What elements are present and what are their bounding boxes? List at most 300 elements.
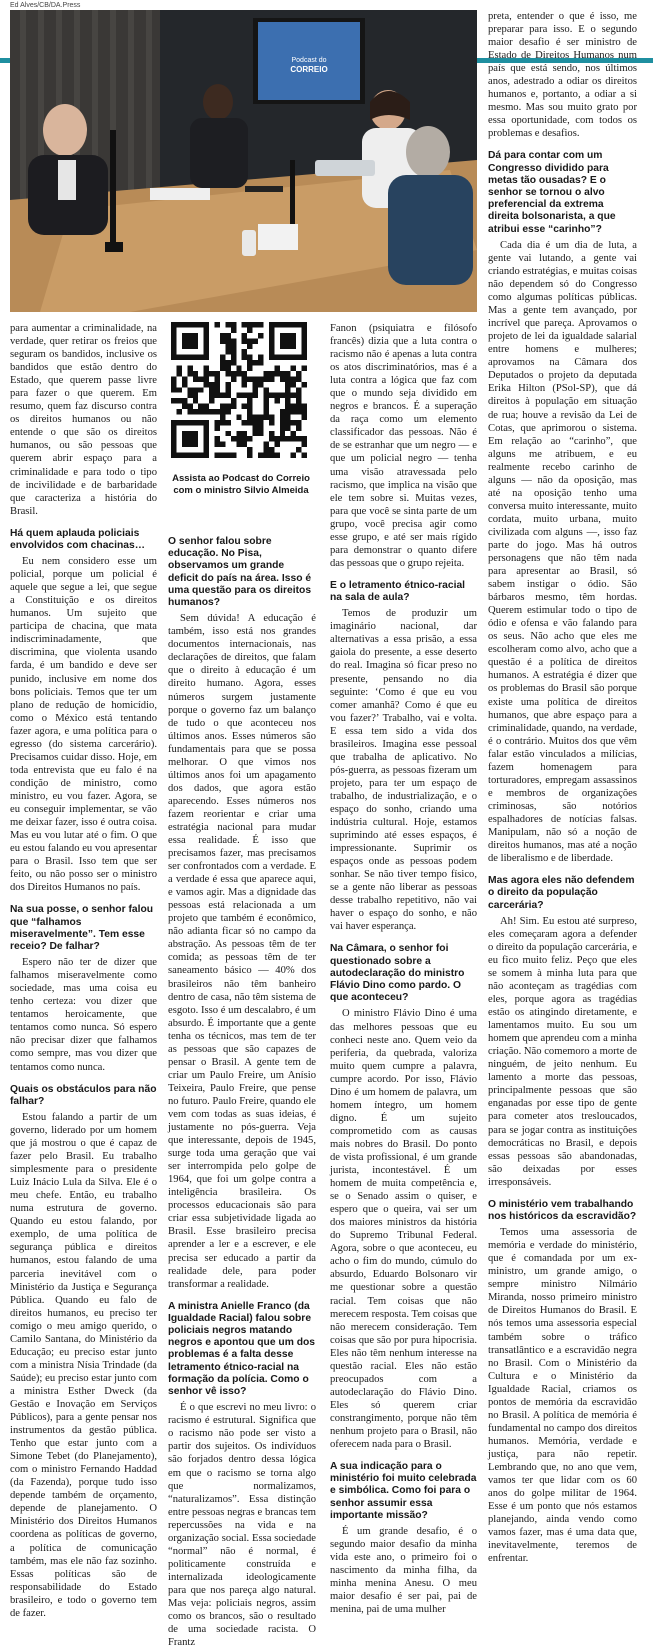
- question-heading: Na sua posse, o senhor falou que “falhamos miseravelmente”. Tem esse receio? De falhar?: [10, 904, 154, 952]
- qr-module: [215, 453, 220, 458]
- qr-module: [280, 376, 285, 381]
- answer-paragraph: Estou falando a partir de um governo, liderado por um homem que já mostrou o que é capaz de fazer pelo Brasil. Eu trabalho simplesmente para o presidente Luiz Inácio Lula da Silva. Ele é o meu chefe. Então, eu trabalho numa estrutura de governo. Quando eu estou falando, por exemplo, de uma política de segurança pública e direitos humanos, estou falando de uma parceria inevitável com o Ministério da Justiça e Segurança Pública. Quando eu falo de direitos humanos, eu preciso ter comigo o meu amigo querido, o Camilo Santana, do Ministério da Educação; eu preciso estar junto com a ministra Nísia Trindade (da Saúde); eu preciso estar junto com a ministra Esther Dweck (da Gestão e Inovação em Serviços Públicos), para a gente pensar nos instrumentos da gestão pública. Tenho que estar junto com a Simone Tebet (do Planejamento), com o ministro Fernando Haddad (da Fazenda), porque tudo isso depende também de orçamento, depende de planejamento. O Ministério dos Direitos Humanos coordena as políticas de governo, a política de comunicação também, mas ele não faz sozinho. Essas políticas são de responsabilidade do Estado brasileiro, e todo o governo tem de fazer.: [10, 1111, 157, 1619]
- qr-module: [171, 442, 176, 447]
- qr-module: [302, 382, 307, 387]
- qr-module: [242, 431, 247, 436]
- qr-module: [182, 376, 187, 381]
- qr-module: [182, 404, 187, 409]
- qr-module: [236, 371, 241, 376]
- qr-module: [242, 393, 247, 398]
- qr-module: [198, 387, 203, 392]
- qr-module: [215, 436, 220, 441]
- qr-module: [274, 398, 279, 403]
- qr-module: [204, 442, 209, 447]
- qr-module: [187, 420, 192, 425]
- question-heading: A ministra Anielle Franco (da Igualdade Racial) falou sobre policiais negros matando negros e apontou que um dos problemas é a falta desse letramento étnico-racial na formação da polícia. Como o senhor vê isso?: [168, 1300, 316, 1398]
- qr-module: [171, 327, 176, 332]
- qr-module: [280, 425, 285, 430]
- qr-module: [182, 420, 187, 425]
- qr-module: [258, 322, 263, 327]
- qr-module: [247, 344, 252, 349]
- qr-module: [209, 371, 214, 376]
- qr-module: [204, 453, 209, 458]
- qr-module: [285, 414, 290, 419]
- qr-module: [253, 431, 258, 436]
- qr-module: [171, 333, 176, 338]
- qr-module: [247, 414, 252, 419]
- qr-module: [187, 404, 192, 409]
- qr-module: [253, 376, 258, 381]
- qr-module: [171, 376, 176, 381]
- qr-module: [225, 338, 230, 343]
- qr-module: [242, 436, 247, 441]
- qr-module: [193, 420, 198, 425]
- qr-module: [258, 453, 263, 458]
- qr-module: [263, 376, 268, 381]
- qr-module: [247, 420, 252, 425]
- photo-credit: Ed Alves/CB/DA.Press: [10, 2, 81, 9]
- qr-module: [296, 387, 301, 392]
- qr-module: [198, 409, 203, 414]
- qr-module: [253, 393, 258, 398]
- qr-module: [220, 453, 225, 458]
- qr-module: [193, 322, 198, 327]
- qr-module: [302, 322, 307, 327]
- qr-module: [220, 366, 225, 371]
- qr-module: [263, 387, 268, 392]
- qr-module: [285, 322, 290, 327]
- qr-module: [220, 333, 225, 338]
- qr-module: [220, 420, 225, 425]
- answer-paragraph: Temos uma assessoria de memória e verdade do ministério, que é comandada por um ex-ministro, um grande amigo, o sempre ministro Nilmário Miranda, nosso primeiro ministro de Direitos Humanos do Brasil. E nós temos uma assessoria especial também sobre o tráfico transatlântico e a escravidão negra no Brasil. Com o Ministério da Cultura e o Ministério da Igualdade Racial, criamos os pontos de memória da escravidão no Brasil. A política de memória é fundamental no campo dos direitos humanos. Memória, verdade e justiça, para não repetir. Lembrando que, no ano que vem, vamos ter que lidar com os 60 anos do golpe militar de 1964. Esse é um ponto que nós estamos planejando, ainda vendo como vamos fazer, mas é uma data que, inevitavelmente, teremos de enfrentar.: [488, 1227, 637, 1565]
- qr-module: [176, 453, 181, 458]
- qr-module: [274, 322, 279, 327]
- qr-module: [258, 355, 263, 360]
- qr-module: [302, 442, 307, 447]
- qr-module: [209, 393, 214, 398]
- question-heading: O ministério vem trabalhando nos históricos da escravidão?: [488, 1198, 637, 1222]
- qr-module: [198, 355, 203, 360]
- qr-module: [242, 355, 247, 360]
- qr-module: [296, 398, 301, 403]
- qr-module: [204, 420, 209, 425]
- qr-module: [263, 371, 268, 376]
- qr-module: [215, 322, 220, 327]
- qr-module: [225, 344, 230, 349]
- qr-module: [231, 371, 236, 376]
- qr-module: [242, 382, 247, 387]
- accent-bar-left: [0, 58, 10, 63]
- qr-module: [247, 355, 252, 360]
- qr-module: [204, 376, 209, 381]
- qr-module: [231, 436, 236, 441]
- qr-module: [263, 414, 268, 419]
- qr-module: [215, 425, 220, 430]
- qr-module: [258, 431, 263, 436]
- qr-module: [215, 393, 220, 398]
- qr-module: [269, 333, 274, 338]
- answer-paragraph: Cada dia é um dia de luta, a gente vai lutando, a gente vai criando estratégias, e muitas coisas não dependem só do Congresso como algumas políticas públicas. Mas a gente tem avançado, por incrível que pareça. Aprovamos o projeto de lei da igualdade salarial entre homens e mulheres; aprovamos na Câmara dos Deputados o projeto da deputada Erika Hilton (PSol-SP), que dá direitos à população em situação de rua; houve a revisão da Lei de Cotas, que aprimorou o sistema. Em relação ao “carinho”, que alguns me atribuem, e eu realmente recebo carinho de alguns — não da oposição, mas até na oposição tenho uma conversa muito interessante, muito cordata, muito urbana, muito civilizada com alguns —, isso faz parte do jogo. Mas há outros personagens que não têm nada para apresentar ao Brasil, só sabem instigar o ódio. São bárbaros mesmo, têm hordas. Querem estimular todo o tipo de ódio e ofensa e vão falando para os seus. Não acho que eles me escolheram como alvo, acho que a questão é a política de direitos humanos. A estratégia é dizer que os problemas do Brasil são porque existe uma política de direitos humanos, que abre espaço para a criminalidade, quando, na verdade, é o contrário. Muitos dos que vêm falar estão vinculados a milícias, fazem homenagem para torturadores, empregam assassinos e membros de organizações criminosas, são notórios espalhadores de notícias falsas. Manipulam, não só a noção de direitos humanos, mas até a noção de liberalismo e de liberdade.: [488, 239, 637, 865]
- qr-module: [198, 376, 203, 381]
- qr-module: [291, 431, 296, 436]
- qr-module: [204, 409, 209, 414]
- qr-module: [225, 431, 230, 436]
- qr-code-icon[interactable]: [171, 322, 307, 458]
- qr-module: [209, 409, 214, 414]
- qr-module: [236, 414, 241, 419]
- qr-module: [291, 366, 296, 371]
- qr-module: [258, 360, 263, 365]
- answer-paragraph: É o que escrevi no meu livro: o racismo é estrutural. Significa que o racismo não pode ser visto a partir dos sujeitos. Os indivíduos são forjados dentro dessa lógica em que o racismo se torna algo que normalizamos, “naturalizamos”. Essa distinção entre pessoas negras e brancas tem repercussões na vida e na organização social. Essa sociedade “normal” não é normal, é politicamente construída e internalizada ideologicamente para que nos pareça algo natural. Mas veja: policiais negros, assim como os brancos, são o resultado de uma sociedade racista. O Frantz: [168, 1402, 316, 1649]
- qr-module: [280, 338, 285, 343]
- qr-module: [258, 414, 263, 419]
- qr-module: [291, 404, 296, 409]
- qr-module: [291, 382, 296, 387]
- qr-module: [176, 387, 181, 392]
- column-4: [488, 10, 637, 1565]
- qr-module: [204, 349, 209, 354]
- qr-module: [193, 398, 198, 403]
- qr-module: [236, 442, 241, 447]
- qr-module: [225, 404, 230, 409]
- qr-module: [231, 344, 236, 349]
- qr-module: [187, 322, 192, 327]
- qr-module: [236, 431, 241, 436]
- qr-module: [269, 420, 274, 425]
- qr-module: [182, 355, 187, 360]
- qr-module: [182, 333, 187, 338]
- qr-module: [242, 349, 247, 354]
- qr-module: [247, 327, 252, 332]
- qr-module: [285, 404, 290, 409]
- answer-paragraph: Ah! Sim. Eu estou até surpreso, eles começaram agora a defender o direito da população carcerária, e eu fico muito feliz. Peço que eles se somem à minha luta para que não aconteçam as tragédias com eles, porque agora as tragédias estão os atingindo diretamente, e lamentamos muito. Eu sou um homem que aprendeu com a minha criação. Não comemoro a morte de ninguém, de jeito nenhum. Eu lamento a morte das pessoas, principalmente pessoas que são enganadas por esse tipo de gente para cometer atos tresloucados, para se jogar contra as instituições democráticas no Brasil, e depois essas pessoas são abandonadas, são deixadas por esses irresponsáveis.: [488, 915, 637, 1188]
- qr-module: [258, 376, 263, 381]
- qr-module: [236, 366, 241, 371]
- qr-module: [204, 371, 209, 376]
- qr-module: [269, 393, 274, 398]
- qr-module: [285, 382, 290, 387]
- qr-module: [220, 393, 225, 398]
- qr-module: [204, 322, 209, 327]
- qr-module: [296, 371, 301, 376]
- qr-module: [193, 393, 198, 398]
- qr-module: [182, 382, 187, 387]
- qr-module: [225, 349, 230, 354]
- qr-module: [236, 436, 241, 441]
- qr-module: [193, 387, 198, 392]
- qr-module: [285, 398, 290, 403]
- qr-module: [231, 360, 236, 365]
- qr-module: [291, 333, 296, 338]
- qr-module: [182, 344, 187, 349]
- qr-module: [209, 382, 214, 387]
- qr-module: [225, 333, 230, 338]
- qr-module: [258, 382, 263, 387]
- qr-module: [215, 371, 220, 376]
- column-1: [10, 322, 157, 1620]
- qr-module: [302, 414, 307, 419]
- qr-module: [171, 322, 176, 327]
- qr-module: [280, 431, 285, 436]
- qr-module: [187, 371, 192, 376]
- qr-module: [242, 322, 247, 327]
- qr-module: [274, 393, 279, 398]
- qr-module: [176, 355, 181, 360]
- qr-module: [242, 420, 247, 425]
- qr-module: [296, 409, 301, 414]
- qr-module: [187, 387, 192, 392]
- qr-module: [280, 420, 285, 425]
- qr-module: [269, 349, 274, 354]
- qr-module: [171, 425, 176, 430]
- question-heading: Na Câmara, o senhor foi questionado sobre a autodeclaração do ministro Flávio Dino como pardo. O que aconteceu?: [330, 943, 465, 1004]
- qr-module: [253, 387, 258, 392]
- qr-module: [220, 338, 225, 343]
- qr-module: [253, 322, 258, 327]
- qr-module: [193, 436, 198, 441]
- qr-module: [263, 442, 268, 447]
- qr-module: [296, 436, 301, 441]
- qr-module: [269, 453, 274, 458]
- qr-module: [182, 431, 187, 436]
- qr-module: [231, 398, 236, 403]
- qr-module: [231, 376, 236, 381]
- question-heading: Quais os obstáculos para não falhar?: [10, 1083, 157, 1107]
- qr-module: [285, 436, 290, 441]
- qr-module: [296, 355, 301, 360]
- qr-module: [296, 322, 301, 327]
- qr-module: [171, 355, 176, 360]
- qr-module: [285, 376, 290, 381]
- qr-module: [291, 453, 296, 458]
- qr-module: [291, 420, 296, 425]
- qr-module: [274, 436, 279, 441]
- qr-module: [193, 333, 198, 338]
- qr-module: [231, 355, 236, 360]
- qr-module: [187, 333, 192, 338]
- qr-module: [296, 420, 301, 425]
- qr-module: [204, 404, 209, 409]
- qr-module: [274, 366, 279, 371]
- qr-module: [269, 327, 274, 332]
- qr-module: [291, 344, 296, 349]
- qr-module: [280, 436, 285, 441]
- qr-module: [204, 425, 209, 430]
- qr-module: [182, 436, 187, 441]
- qr-module: [296, 404, 301, 409]
- qr-module: [269, 322, 274, 327]
- qr-module: [171, 420, 176, 425]
- qr-module: [176, 398, 181, 403]
- qr-module: [193, 409, 198, 414]
- qr-module: [204, 344, 209, 349]
- qr-module: [253, 360, 258, 365]
- qr-module: [171, 344, 176, 349]
- qr-module: [171, 447, 176, 452]
- qr-module: [258, 425, 263, 430]
- qr-module: [171, 387, 176, 392]
- qr-module: [263, 453, 268, 458]
- qr-module: [285, 344, 290, 349]
- qr-module: [171, 382, 176, 387]
- qr-module: [274, 453, 279, 458]
- qr-module: [236, 393, 241, 398]
- qr-module: [296, 447, 301, 452]
- qr-module: [302, 338, 307, 343]
- qr-module: [269, 414, 274, 419]
- qr-module: [193, 338, 198, 343]
- qr-module: [296, 393, 301, 398]
- qr-module: [291, 376, 296, 381]
- qr-module: [204, 436, 209, 441]
- qr-module: [302, 333, 307, 338]
- qr-module: [296, 376, 301, 381]
- qr-module: [220, 360, 225, 365]
- question-heading: A sua indicação para o ministério foi muito celebrada e simbólica. Como foi para o senhor assumir essa importante missão?: [330, 1461, 477, 1521]
- qr-module: [182, 442, 187, 447]
- qr-module: [193, 355, 198, 360]
- qr-module: [302, 327, 307, 332]
- qr-module: [302, 404, 307, 409]
- qr-module: [187, 442, 192, 447]
- qr-module: [247, 366, 252, 371]
- qr-module: [263, 398, 268, 403]
- qr-module: [269, 376, 274, 381]
- qr-module: [171, 436, 176, 441]
- qr-module: [182, 338, 187, 343]
- qr-module: [242, 442, 247, 447]
- qr-module: [193, 344, 198, 349]
- qr-module: [269, 436, 274, 441]
- answer-paragraph: Fanon (psiquiatra e filósofo francês) dizia que a luta contra o racismo não é apenas a luta contra os atos discriminatórios, mas é a luta contra a lógica que faz com que o mundo seja dividido em negros e brancos. É a superação da raça como um elemento classificador das pessoas. Não é de se estranhar que um negro — e que um policial negro — tenha uma visão atravessada pelo racismo, que implica na visão que ele tem sobre si. Muitas vezes, para que você se sinta parte de um grupo, você precisa agir como esse grupo, e até ser mais rígido para demonstrar o quanto difere das pessoas que o grupo rejeita.: [330, 323, 477, 569]
- question-heading: E o letramento étnico-racial na sala de aula?: [330, 579, 466, 604]
- qr-module: [296, 425, 301, 430]
- interview-photo: [10, 10, 477, 312]
- qr-module: [187, 431, 192, 436]
- qr-module: [215, 387, 220, 392]
- qr-module: [182, 453, 187, 458]
- qr-module: [198, 453, 203, 458]
- qr-module: [187, 344, 192, 349]
- qr-module: [302, 409, 307, 414]
- qr-module: [285, 338, 290, 343]
- qr-module: [247, 338, 252, 343]
- qr-module: [171, 338, 176, 343]
- qr-module: [225, 453, 230, 458]
- qr-module: [187, 453, 192, 458]
- qr-module: [263, 393, 268, 398]
- qr-module: [269, 371, 274, 376]
- qr-module: [171, 453, 176, 458]
- qr-module: [176, 366, 181, 371]
- qr-module: [291, 393, 296, 398]
- qr-module: [209, 387, 214, 392]
- qr-module: [187, 409, 192, 414]
- qr-module: [215, 376, 220, 381]
- qr-module: [280, 371, 285, 376]
- qr-module: [269, 338, 274, 343]
- qr-module: [220, 355, 225, 360]
- question-heading: Mas agora eles não defendem o direito da população carcerária?: [488, 875, 635, 911]
- qr-module: [204, 355, 209, 360]
- answer-paragraph: Sem dúvida! A educação é também, isso está nos grandes documentos internacionais, nas declarações de direitos, que falam que o direito à educação é um direito humano. Agora, esses números surgem justamente porque o governo faz um balanço de tudo o que aconteceu nos últimos anos. Esses números são fundamentais para que se possa melhorar. O que vimos nos últimos anos foi um apagamento dos dados, que agora estão aparecendo. Esses números nos fazem reorientar e criar uma estratégia nacional para mudar essa realidade. É isso que precisamos fazer, mas precisamos ser confrontados com a verdade. E a verdade é essa que aparece aqui, e vamos agir. Mas a dignidade das pessoas está relacionada a um projeto que também é econômico, não adianta ficar só no campo da abstração. As pessoas têm de ter comida; as pessoas têm de ter saneamento básico — 40% dos brasileiros não têm banheiro dentro de casa, não têm sistema de esgoto. Isso é um descalabro, é um absurdo. É importante que a gente tenha os técnicos, mas tem de ter as pessoas que são capazes de pensar o Brasil. A gente tem de criar um Paulo Freire, um Anísio Teixeira, Paulo Freire, que pense no futuro. Paulo Freire, quando ele vem com todas as suas ideias, é justamente no pós-guerra. Veja que interessante, depois de 1945, surge toda uma geração que vai ser interrompida pelo golpe de 1964, que foi um golpe contra a inteligência brasileira. Os processos educacionais são para criar essa subjetividade ligada ao Brasil. Esse brasileiro precisa aprender a ler e a escrever, e ele precisa ser educado a partir da realidade dele, para poder transformar a realidade.: [168, 613, 316, 1290]
- qr-module: [225, 360, 230, 365]
- qr-module: [280, 355, 285, 360]
- qr-module: [285, 355, 290, 360]
- answer-paragraph: Espero não ter de dizer que falhamos miseravelmente como sociedade, mas uma coisa eu tenho certeza: vou dizer que tentamos heroicamente, que tentamos como nunca. Só espero não precisar dizer que falhamos como sempre, mas vou dizer que tentamos como nunca.: [10, 957, 157, 1073]
- qr-module: [225, 322, 230, 327]
- qr-module: [253, 420, 258, 425]
- qr-module: [302, 355, 307, 360]
- qr-block: [171, 322, 311, 497]
- qr-module: [171, 398, 176, 403]
- qr-module: [220, 442, 225, 447]
- qr-module: [285, 387, 290, 392]
- qr-module: [204, 366, 209, 371]
- qr-module: [258, 420, 263, 425]
- qr-module: [171, 349, 176, 354]
- qr-module: [247, 398, 252, 403]
- qr-module: [176, 371, 181, 376]
- qr-module: [182, 398, 187, 403]
- qr-module: [204, 382, 209, 387]
- qr-module: [280, 393, 285, 398]
- qr-module: [247, 322, 252, 327]
- qr-module: [274, 371, 279, 376]
- qr-module: [291, 436, 296, 441]
- qr-module: [247, 393, 252, 398]
- column-3: [330, 322, 477, 1616]
- qr-module: [253, 414, 258, 419]
- qr-caption: Assista ao Podcast do Correio com o ministro Silvio Almeida: [172, 473, 310, 496]
- qr-module: [176, 420, 181, 425]
- qr-module: [225, 409, 230, 414]
- qr-module: [176, 409, 181, 414]
- studio-scene: [10, 10, 477, 312]
- qr-module: [225, 366, 230, 371]
- qr-module: [215, 442, 220, 447]
- qr-module: [231, 327, 236, 332]
- qr-module: [302, 366, 307, 371]
- qr-module: [231, 349, 236, 354]
- qr-module: [225, 393, 230, 398]
- qr-module: [198, 322, 203, 327]
- qr-module: [231, 453, 236, 458]
- qr-module: [285, 333, 290, 338]
- qr-module: [280, 322, 285, 327]
- qr-module: [204, 431, 209, 436]
- qr-module: [285, 371, 290, 376]
- qr-module: [280, 344, 285, 349]
- qr-module: [247, 360, 252, 365]
- qr-module: [242, 371, 247, 376]
- qr-module: [220, 409, 225, 414]
- qr-module: [274, 355, 279, 360]
- qr-module: [247, 409, 252, 414]
- qr-module: [302, 344, 307, 349]
- qr-module: [253, 382, 258, 387]
- qr-module: [193, 376, 198, 381]
- qr-module: [204, 447, 209, 452]
- qr-module: [258, 333, 263, 338]
- qr-module: [204, 327, 209, 332]
- qr-module: [193, 453, 198, 458]
- qr-module: [247, 376, 252, 381]
- qr-module: [269, 344, 274, 349]
- qr-module: [285, 409, 290, 414]
- qr-module: [247, 453, 252, 458]
- answer-paragraph: Eu nem considero esse um policial, porque um policial é aquele que segue a lei, que segue a Constituição e os direitos humanos. Um sujeito que participa de chacina, que mata indiscriminadamente, que discrimina, que violenta usando farda, é um bandido e deve ser punido, inclusive em nome dos bons policiais. Temos que ter um plano de redução de homicídio, como o México está tentando fazer agora, e uma política para o egresso (do sistema carcerário). Precisamos cuidar disso. Hoje, em toda entrevista que eu falo é na condição de ministro, como ministro, eu vou fazer. Agora, se eu conseguir implementar, se vão me deixar fazer, isso é outra coisa. Mas eu vou lutar até o fim. O que eu estou falando eu vou apresentar para o Brasil. Isso tem que ser feito, ou não posso ser o ministro dos Direitos Humanos no país.: [10, 556, 157, 894]
